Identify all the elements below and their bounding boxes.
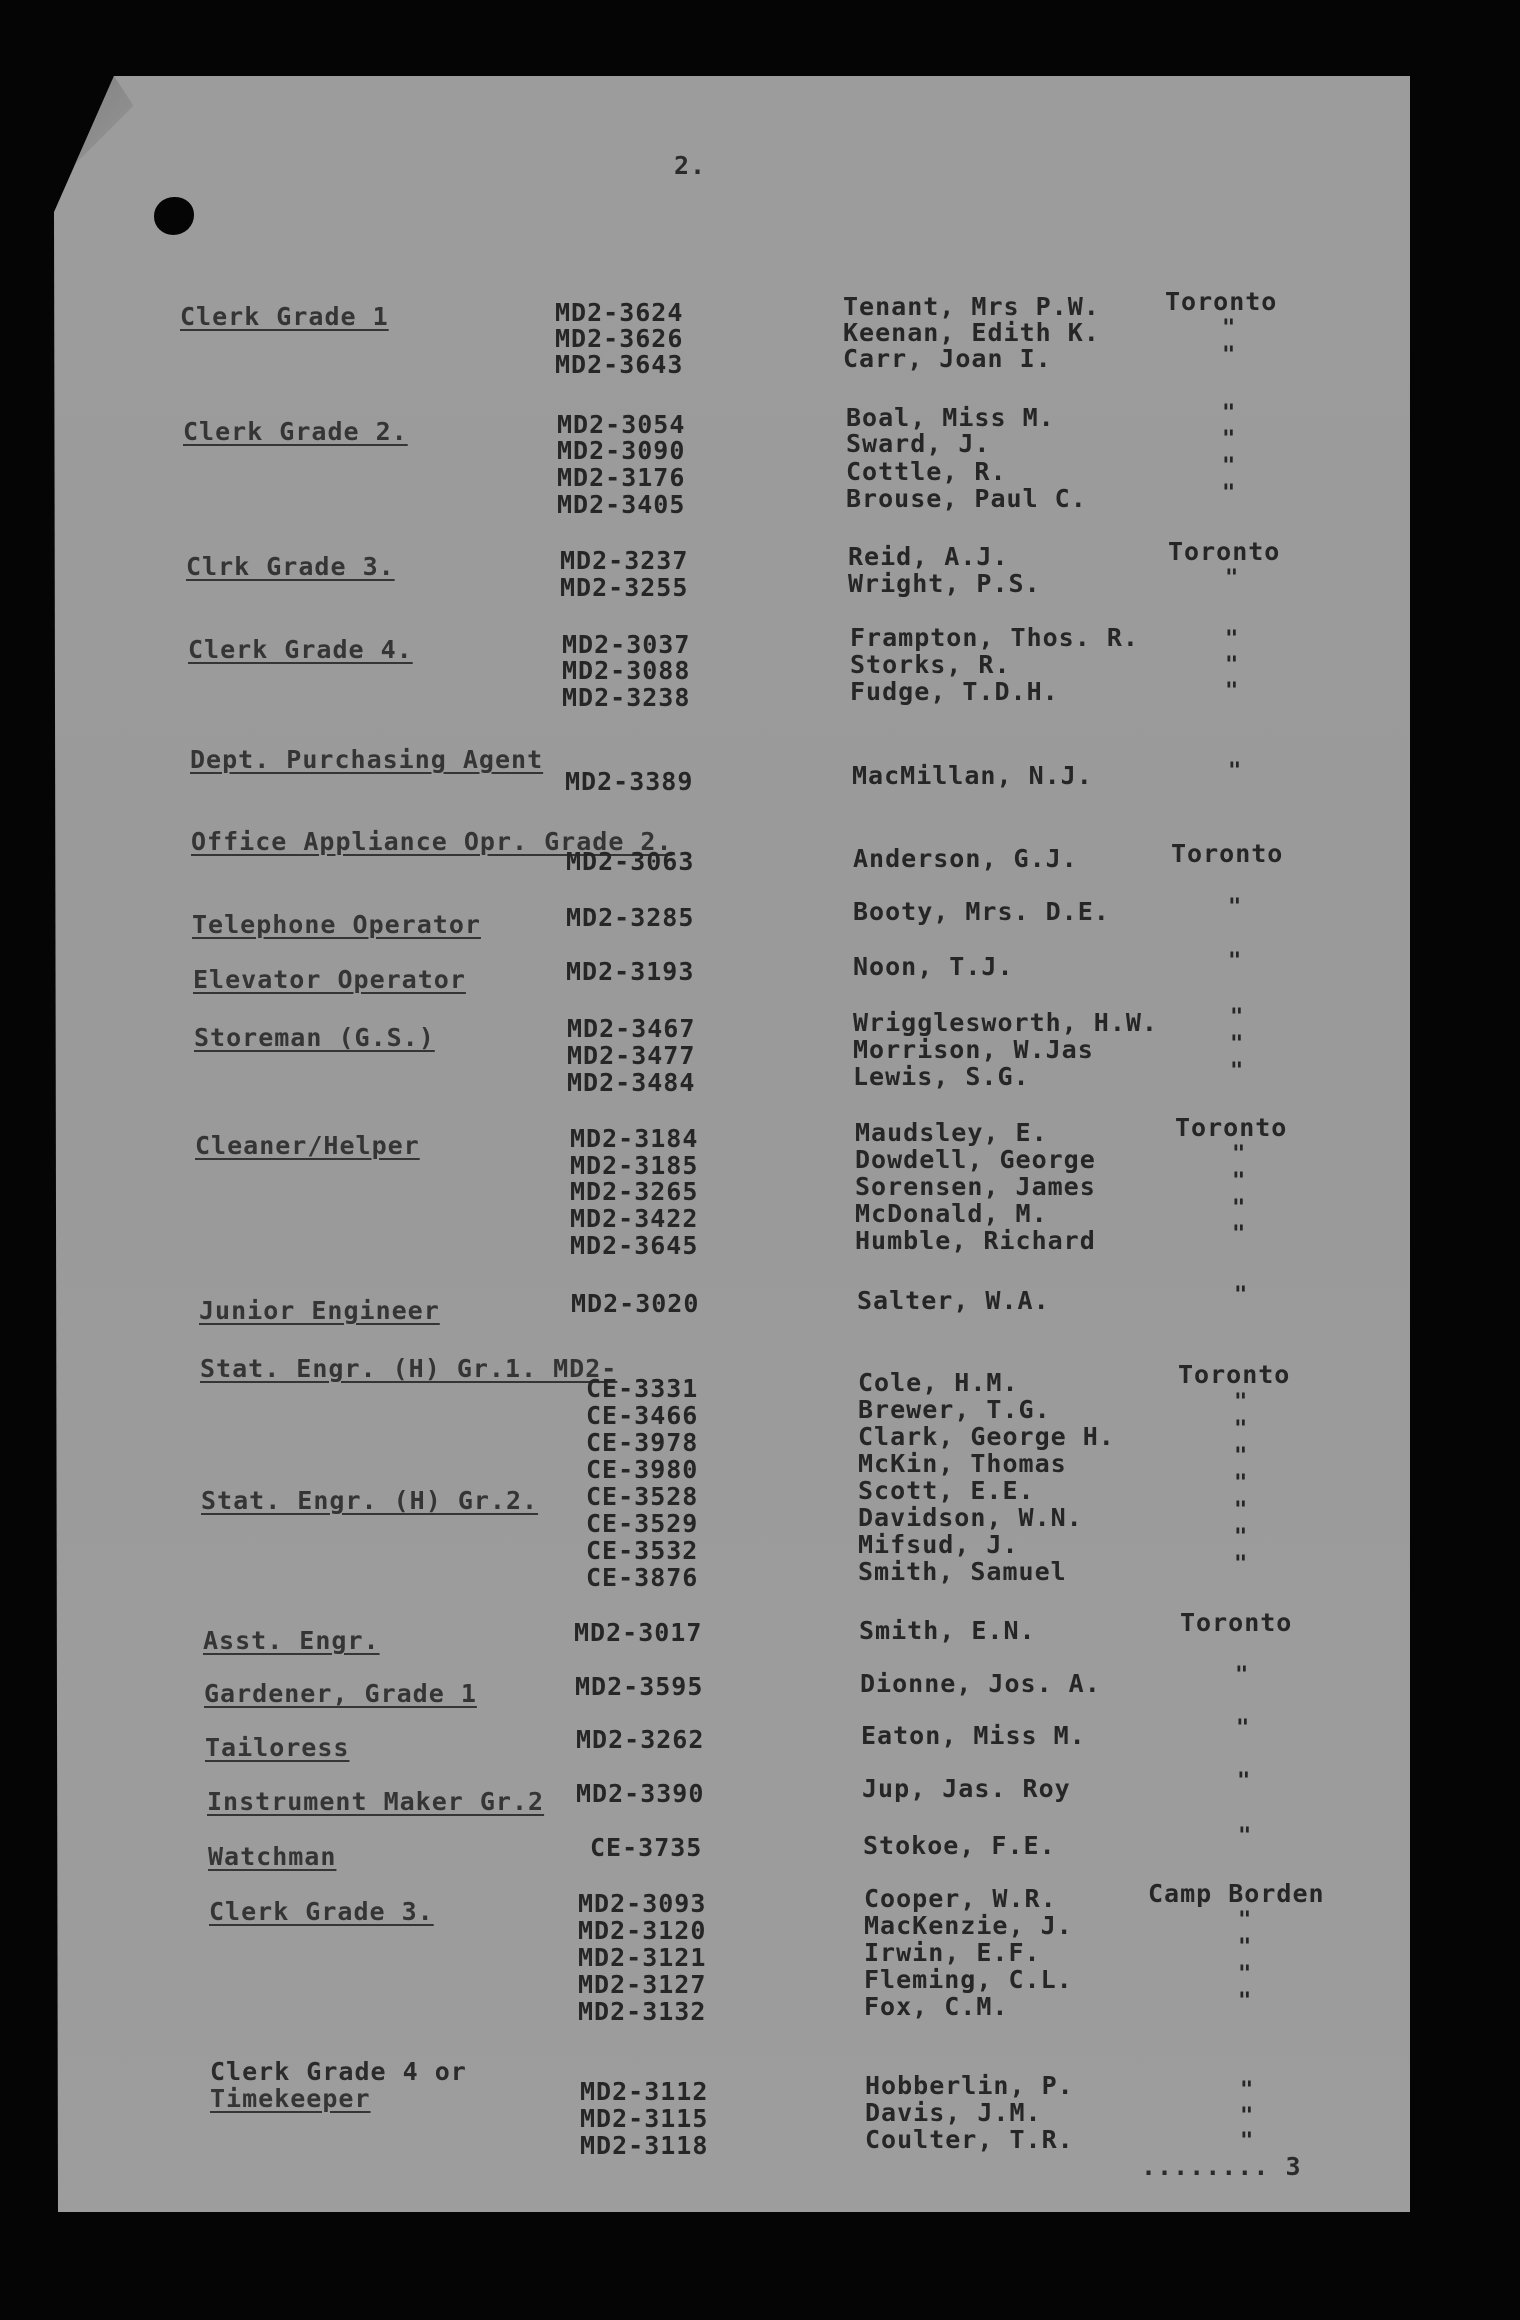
position-number: MD2-3037	[562, 630, 691, 659]
position-title: Tailoress	[205, 1733, 350, 1762]
position-title: Watchman	[208, 1842, 337, 1871]
location: "	[1234, 1417, 1249, 1442]
position-number: MD2-3193	[566, 957, 695, 986]
position-number: MD2-3185	[570, 1151, 699, 1180]
employee-name: Carr, Joan I.	[843, 344, 1052, 373]
employee-name: Brewer, T.G.	[858, 1395, 1051, 1424]
employee-name: Mifsud, J.	[858, 1530, 1019, 1559]
location: "	[1234, 1498, 1249, 1523]
position-number: MD2-3121	[578, 1943, 707, 1972]
employee-name: Sorensen, James	[855, 1172, 1096, 1201]
employee-name: Humble, Richard	[855, 1226, 1096, 1255]
position-number: CE-3529	[586, 1509, 699, 1538]
employee-name: Coulter, T.R.	[865, 2125, 1074, 2154]
position-number: CE-3978	[586, 1428, 699, 1457]
employee-name: Irwin, E.F.	[864, 1938, 1041, 1967]
position-number: MD2-3262	[576, 1725, 705, 1754]
employee-name: MacKenzie, J.	[864, 1911, 1073, 1940]
position-title: Clerk Grade 4.	[188, 635, 413, 664]
location: "	[1234, 1390, 1249, 1415]
location: "	[1228, 895, 1243, 920]
position-number: MD2-3112	[580, 2077, 709, 2106]
location: "	[1225, 679, 1240, 704]
position-title: Stat. Engr. (H) Gr.1. MD2-	[200, 1354, 618, 1383]
location: "	[1234, 1471, 1249, 1496]
location: "	[1228, 949, 1243, 974]
location: "	[1232, 1142, 1247, 1167]
location: "	[1236, 1716, 1251, 1741]
employee-name: Boal, Miss M.	[846, 403, 1055, 432]
location: "	[1222, 454, 1237, 479]
position-number: MD2-3118	[580, 2131, 709, 2160]
location: "	[1238, 1935, 1253, 1960]
position-number: MD2-3088	[562, 656, 691, 685]
employee-name: Smith, E.N.	[859, 1616, 1036, 1645]
employee-name: Booty, Mrs. D.E.	[853, 897, 1110, 926]
position-title: Clrk Grade 3.	[186, 552, 395, 581]
employee-name: McKin, Thomas	[858, 1449, 1067, 1478]
employee-name: Smith, Samuel	[858, 1557, 1067, 1586]
position-number: MD2-3422	[570, 1204, 699, 1233]
employee-name: Cottle, R.	[846, 457, 1007, 486]
position-number: MD2-3484	[567, 1068, 696, 1097]
position-number: MD2-3595	[575, 1672, 704, 1701]
location: "	[1222, 481, 1237, 506]
location: "	[1222, 427, 1237, 452]
employee-name: Sward, J.	[846, 429, 991, 458]
position-title: Telephone Operator	[192, 910, 481, 939]
employee-name: MacMillan, N.J.	[852, 761, 1093, 790]
position-number: CE-3735	[590, 1833, 703, 1862]
location: "	[1225, 566, 1240, 591]
employee-name: Fleming, C.L.	[864, 1965, 1073, 1994]
position-number: CE-3466	[586, 1401, 699, 1430]
location: "	[1235, 1663, 1250, 1688]
location: "	[1237, 1769, 1252, 1794]
position-number: MD2-3063	[566, 847, 695, 876]
location: "	[1230, 1032, 1245, 1057]
employee-name: Keenan, Edith K.	[843, 318, 1100, 347]
employee-name: Salter, W.A.	[857, 1286, 1050, 1315]
position-number: MD2-3645	[570, 1231, 699, 1260]
position-title: Clerk Grade 3.	[209, 1897, 434, 1926]
location: "	[1238, 1824, 1253, 1849]
location: "	[1238, 1908, 1253, 1933]
position-number: MD2-3626	[555, 324, 684, 353]
location: Toronto	[1178, 1360, 1291, 1389]
employee-name: Tenant, Mrs P.W.	[843, 292, 1100, 321]
position-number: MD2-3127	[578, 1970, 707, 1999]
position-title: Cleaner/Helper	[195, 1131, 420, 1160]
employee-name: Maudsley, E.	[855, 1118, 1048, 1147]
employee-name: Clark, George H.	[858, 1422, 1115, 1451]
location: "	[1234, 1552, 1249, 1577]
location: "	[1238, 1989, 1253, 2014]
employee-name: Cooper, W.R.	[864, 1884, 1057, 1913]
employee-name: Lewis, S.G.	[853, 1062, 1030, 1091]
location: "	[1240, 2104, 1255, 2129]
employee-name: Cole, H.M.	[858, 1368, 1019, 1397]
position-number: MD2-3237	[560, 546, 689, 575]
position-title: Elevator Operator	[193, 965, 466, 994]
location: "	[1222, 401, 1237, 426]
location: "	[1222, 316, 1237, 341]
location: "	[1230, 1059, 1245, 1084]
location: "	[1232, 1222, 1247, 1247]
position-number: MD2-3467	[567, 1014, 696, 1043]
position-number: MD2-3176	[557, 463, 686, 492]
employee-name: Hobberlin, P.	[865, 2071, 1074, 2100]
position-number: MD2-3093	[578, 1889, 707, 1918]
location: "	[1240, 2078, 1255, 2103]
position-number: MD2-3477	[567, 1041, 696, 1070]
position-number: MD2-3389	[565, 767, 694, 796]
employee-name: Dionne, Jos. A.	[860, 1669, 1101, 1698]
position-number: MD2-3017	[574, 1618, 703, 1647]
text-line: Clerk Grade 4 or	[210, 2057, 467, 2086]
location: Toronto	[1180, 1608, 1293, 1637]
employee-name: Wrigglesworth, H.W.	[853, 1008, 1158, 1037]
position-number: MD2-3624	[555, 298, 684, 327]
employee-name: Storks, R.	[850, 650, 1011, 679]
position-number: MD2-3285	[566, 903, 695, 932]
position-number: CE-3528	[586, 1482, 699, 1511]
employee-name: Jup, Jas. Roy	[862, 1774, 1071, 1803]
employee-name: McDonald, M.	[855, 1199, 1048, 1228]
continuation-marker: ........ 3	[1141, 2152, 1302, 2181]
employee-name: Noon, T.J.	[853, 952, 1014, 981]
position-title: Timekeeper	[210, 2084, 371, 2113]
position-number: MD2-3265	[570, 1177, 699, 1206]
employee-name: Davidson, W.N.	[858, 1503, 1083, 1532]
position-number: MD2-3090	[557, 436, 686, 465]
location: "	[1234, 1525, 1249, 1550]
position-number: CE-3980	[586, 1455, 699, 1484]
position-title: Asst. Engr.	[203, 1626, 380, 1655]
location: Toronto	[1168, 537, 1281, 566]
position-number: MD2-3120	[578, 1916, 707, 1945]
location: Toronto	[1165, 287, 1278, 316]
location: Toronto	[1171, 839, 1284, 868]
location: "	[1232, 1169, 1247, 1194]
location: "	[1238, 1962, 1253, 1987]
position-title: Clerk Grade 2.	[183, 417, 408, 446]
employee-name: Davis, J.M.	[865, 2098, 1042, 2127]
page-number: 2.	[674, 151, 707, 180]
location: "	[1230, 1005, 1245, 1030]
position-number: MD2-3132	[578, 1997, 707, 2026]
employee-name: Frampton, Thos. R.	[850, 623, 1139, 652]
employee-name: Morrison, W.Jas	[853, 1035, 1094, 1064]
location: "	[1240, 2129, 1255, 2154]
position-number: MD2-3390	[576, 1779, 705, 1808]
location: "	[1228, 759, 1243, 784]
position-number: MD2-3255	[560, 573, 689, 602]
employee-name: Brouse, Paul C.	[846, 484, 1087, 513]
employee-name: Wright, P.S.	[848, 569, 1041, 598]
position-title: Storeman (G.S.)	[194, 1023, 435, 1052]
location: "	[1234, 1283, 1249, 1308]
position-number: MD2-3184	[570, 1124, 699, 1153]
position-number: CE-3331	[586, 1374, 699, 1403]
position-number: MD2-3238	[562, 683, 691, 712]
position-title: Junior Engineer	[199, 1296, 440, 1325]
position-number: MD2-3405	[557, 490, 686, 519]
employee-name: Fox, C.M.	[864, 1992, 1009, 2021]
position-title: Stat. Engr. (H) Gr.2.	[201, 1486, 539, 1515]
location: "	[1225, 653, 1240, 678]
location: "	[1225, 627, 1240, 652]
position-title: Clerk Grade 1	[180, 302, 389, 331]
location: "	[1234, 1444, 1249, 1469]
employee-name: Eaton, Miss M.	[861, 1721, 1086, 1750]
position-title: Dept. Purchasing Agent	[190, 745, 544, 774]
position-title: Instrument Maker Gr.2	[207, 1787, 545, 1816]
employee-name: Dowdell, George	[855, 1145, 1096, 1174]
position-number: CE-3532	[586, 1536, 699, 1565]
employee-name: Fudge, T.D.H.	[850, 677, 1059, 706]
location: "	[1222, 343, 1237, 368]
location: Camp Borden	[1148, 1879, 1325, 1908]
position-number: MD2-3643	[555, 350, 684, 379]
location: Toronto	[1175, 1113, 1288, 1142]
position-number: MD2-3115	[580, 2104, 709, 2133]
position-number: MD2-3020	[571, 1289, 700, 1318]
employee-name: Stokoe, F.E.	[863, 1831, 1056, 1860]
position-title: Office Appliance Opr. Grade 2.	[191, 827, 673, 856]
position-number: CE-3876	[586, 1563, 699, 1592]
employee-name: Anderson, G.J.	[853, 844, 1078, 873]
location: "	[1232, 1196, 1247, 1221]
employee-name: Reid, A.J.	[848, 542, 1009, 571]
employee-name: Scott, E.E.	[858, 1476, 1035, 1505]
position-title: Gardener, Grade 1	[204, 1679, 477, 1708]
position-number: MD2-3054	[557, 410, 686, 439]
